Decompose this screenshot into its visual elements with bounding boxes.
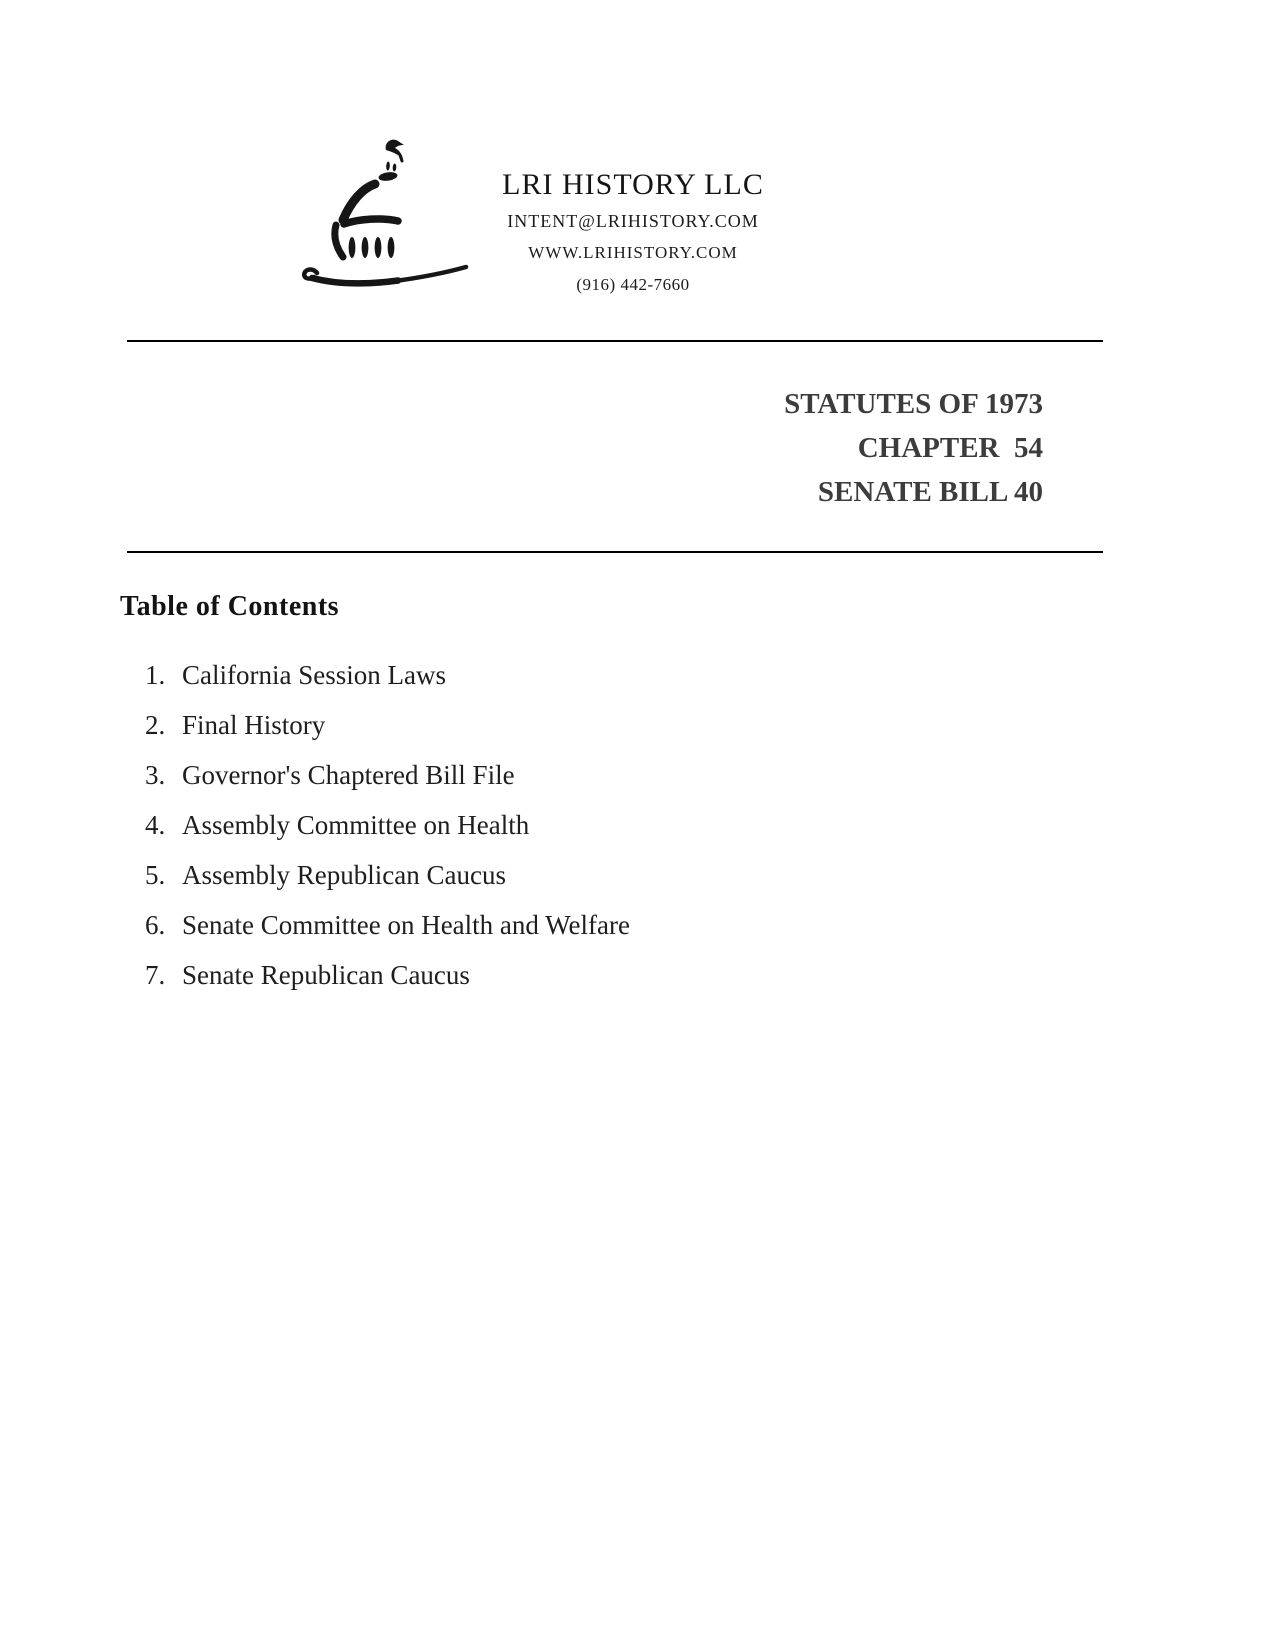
toc-item-number: 3. (145, 760, 166, 790)
toc-item-label: California Session Laws (182, 660, 446, 690)
toc-item (145, 950, 1045, 1000)
toc-item-label: Senate Committee on Health and Welfare (182, 910, 630, 940)
chapter-line: CHAPTER 54 (857, 432, 1043, 464)
document-title-block (784, 382, 1043, 514)
toc-item-label: Assembly Republican Caucus (182, 860, 506, 890)
toc-item-label: Final History (182, 710, 326, 740)
toc-item (145, 900, 1045, 950)
company-email: INTENT@LRIHISTORY.COM (507, 211, 759, 231)
toc-item-number: 6. (145, 910, 166, 940)
toc-item-number: 2. (145, 710, 166, 740)
top-divider (127, 340, 1103, 342)
toc-item-number: 5. (145, 860, 166, 890)
toc-item (145, 850, 1045, 900)
bottom-divider (127, 551, 1103, 553)
toc-item (145, 700, 1045, 750)
senate-bill-line: SENATE BILL 40 (817, 476, 1043, 508)
statutes-line: STATUTES OF 1973 (784, 388, 1043, 420)
toc-item-number: 7. (145, 960, 166, 990)
company-name: LRI HISTORY LLC (502, 168, 764, 201)
toc-heading: Table of Contents (120, 591, 340, 622)
toc-item-label: Governor's Chaptered Bill File (182, 760, 515, 790)
toc-item (145, 800, 1045, 850)
toc-item-label: Senate Republican Caucus (182, 960, 470, 990)
toc-item-number: 4. (145, 810, 166, 840)
toc-item (145, 650, 1045, 700)
toc-item-number: 1. (145, 660, 166, 690)
company-website: WWW.LRIHISTORY.COM (528, 243, 738, 262)
company-phone: (916) 442-7660 (576, 275, 690, 294)
toc-list (145, 650, 1045, 1000)
toc-item (145, 750, 1045, 800)
toc-item-label: Assembly Committee on Health (182, 810, 530, 840)
